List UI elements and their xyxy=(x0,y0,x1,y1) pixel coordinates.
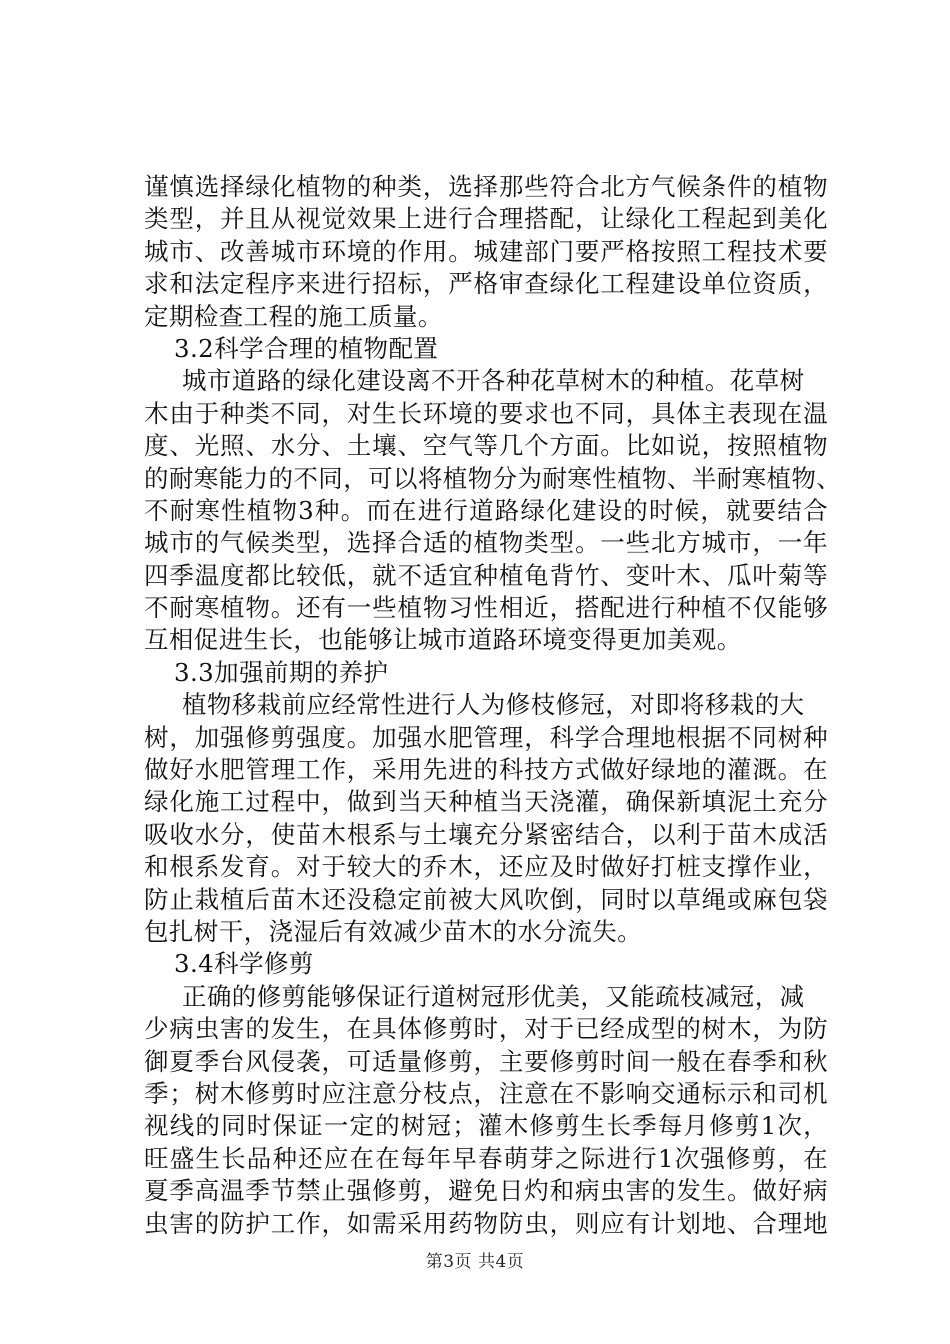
paragraph-line: 树，加强修剪强度。加强水肥管理，科学合理地根据不同树种 xyxy=(144,722,828,752)
page-number-footer: 第3页 共4页 xyxy=(425,1252,525,1272)
paragraph-line: 四季温度都比较低，就不适宜种植龟背竹、变叶木、瓜叶菊等 xyxy=(144,560,828,590)
paragraph-line: 虫害的防护工作，如需采用药物防虫，则应有计划地、合理地 xyxy=(144,1208,828,1238)
section-heading: 3.3加强前期的养护 xyxy=(174,657,389,687)
paragraph-line: 求和法定程序来进行招标，严格审查绿化工程建设单位资质， xyxy=(144,269,828,299)
paragraph-line: 旺盛生长品种还应在在每年早春萌芽之际进行1次强修剪，在 xyxy=(144,1143,828,1173)
paragraph-line: 城市道路的绿化建设离不开各种花草树木的种植。花草树 xyxy=(182,366,805,396)
paragraph-line: 度、光照、水分、土壤、空气等几个方面。比如说，按照植物 xyxy=(144,431,828,461)
paragraph-line: 城市的气候类型，选择合适的植物类型。一些北方城市，一年 xyxy=(144,528,828,558)
paragraph-line: 吸收水分，使苗木根系与土壤充分紧密结合，以利于苗木成活 xyxy=(144,819,828,849)
paragraph-line: 防止栽植后苗木还没稳定前被大风吹倒，同时以草绳或麻包袋 xyxy=(144,884,828,914)
paragraph-line: 互相促进生长，也能够让城市道路环境变得更加美观。 xyxy=(144,625,742,655)
paragraph-line: 植物移栽前应经常性进行人为修枝修冠，对即将移栽的大 xyxy=(182,690,805,720)
paragraph-line: 的耐寒能力的不同，可以将植物分为耐寒性植物、半耐寒植物、 xyxy=(144,463,842,493)
paragraph-line: 不耐寒性植物3种。而在进行道路绿化建设的时候，就要结合 xyxy=(144,495,828,525)
document-body xyxy=(144,171,844,1240)
section-heading: 3.2科学合理的植物配置 xyxy=(174,333,439,363)
paragraph-line: 绿化施工过程中，做到当天种植当天浇灌，确保新填泥土充分 xyxy=(144,787,828,817)
paragraph-line: 定期检查工程的施工质量。 xyxy=(144,301,443,331)
paragraph-line: 谨慎选择绿化植物的种类，选择那些符合北方气候条件的植物 xyxy=(144,172,828,201)
paragraph-line: 城市、改善城市环境的作用。城建部门要严格按照工程技术要 xyxy=(144,236,828,266)
paragraph-line: 木由于种类不同，对生长环境的要求也不同，具体主表现在温 xyxy=(144,398,828,428)
paragraph-line: 正确的修剪能够保证行道树冠形优美，又能疏枝减冠，减 xyxy=(182,981,805,1011)
paragraph-line: 少病虫害的发生，在具体修剪时，对于已经成型的树木，为防 xyxy=(144,1014,828,1044)
paragraph-line: 季；树木修剪时应注意分枝点，注意在不影响交通标示和司机 xyxy=(144,1078,828,1108)
paragraph-line: 类型，并且从视觉效果上进行合理搭配，让绿化工程起到美化 xyxy=(144,204,828,234)
section-heading: 3.4科学修剪 xyxy=(174,949,314,979)
paragraph-line: 做好水肥管理工作，采用先进的科技方式做好绿地的灌溉。在 xyxy=(144,755,828,785)
paragraph-line: 视线的同时保证一定的树冠；灌木修剪生长季每月修剪1次， xyxy=(144,1111,828,1141)
paragraph-line: 御夏季台风侵袭，可适量修剪，主要修剪时间一般在春季和秋 xyxy=(144,1046,828,1076)
paragraph-line: 不耐寒植物。还有一些植物习性相近，搭配进行种植不仅能够 xyxy=(144,593,828,623)
paragraph-line: 和根系发育。对于较大的乔木，还应及时做好打桩支撑作业， xyxy=(144,852,828,882)
paragraph-line: 夏季高温季节禁止强修剪，避免日灼和病虫害的发生。做好病 xyxy=(144,1176,828,1206)
paragraph-line: 包扎树干，浇湿后有效减少苗木的水分流失。 xyxy=(144,916,642,946)
